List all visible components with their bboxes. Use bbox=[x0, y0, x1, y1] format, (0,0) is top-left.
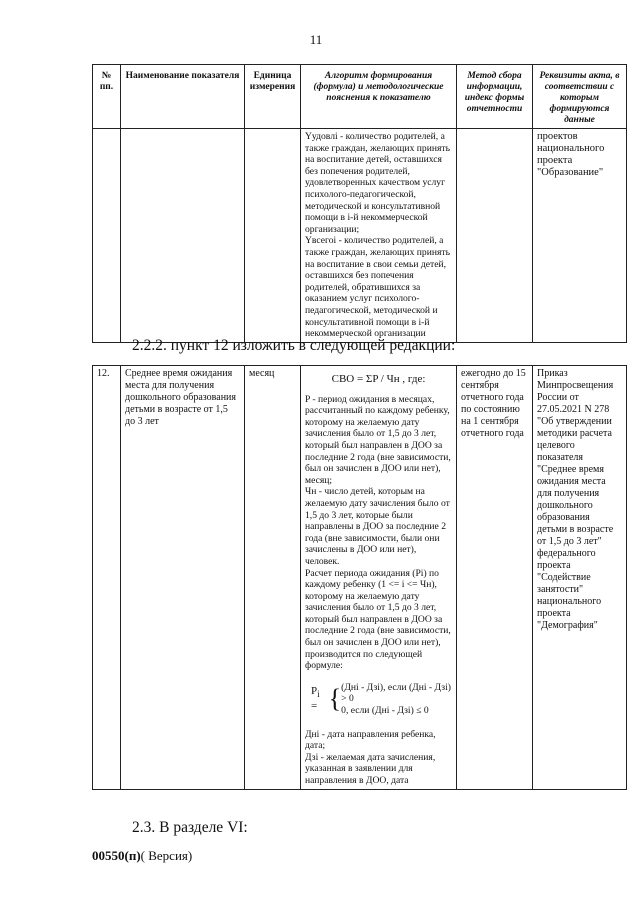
row12-algorithm-tail: Днi - дата направления ребенка, дата; Дзi - желаемая дата зачисления, указанная в заявлении для направления в ДОО, дата bbox=[305, 728, 436, 786]
cvo-formula: СВО = ΣP / Чн , где: bbox=[331, 373, 426, 385]
header-unit: Единица измерения bbox=[245, 65, 301, 129]
row12-method: ежегодно до 15 сентября отчетного года по состоянию на 1 сентября отчетного года bbox=[457, 366, 533, 790]
row12-name: Среднее время ожидания места для получения дошкольного образования детьми в возрасте от 1,5 до 3 лет bbox=[121, 366, 245, 790]
pi-formula-case1: (Днi - Дзi), если (Днi - Дзi) > 0 bbox=[341, 681, 451, 705]
continued-algorithm: Yудовлi - количество родителей, а также граждан, желающих принять на воспитание детей, оставшихся без попечения родителей, удовлетворенных качеством услуг психолого-педагогической, методической и консультативной помощи в i-й некоммерческой организации; Yвсегоi - количество родителей, а также граждан, желающих принять на воспитание в свои семьи детей, оставшихся без попечения родителей, обратившихся за оказанием услуг психолого-педагогической, методической и консультативной помощи в i-й некоммерческой организации bbox=[301, 129, 457, 343]
footer bbox=[92, 848, 192, 864]
footer-version: ( Версия) bbox=[140, 848, 193, 863]
footer-code: 00550(п) bbox=[92, 848, 141, 863]
row12-algorithm: P - период ожидания в месяцах, рассчитанный по каждому ребенку, которому на желаемую дату зачисления было от 1,5 до 3 лет, который был направлен в ДОО за последние 2 года (вне зависимости, был он зачислен в ДОО или нет), месяц; Чн - число детей, которым на желаемую дату зачисления было от 1,5 до 3 лет, которые были направлены в ДОО за последние 2 года (вне зависимости, были они зачислены в ДОО или нет), человек. Расчет периода ожидания (Pi) по каждому ребенку (1 <= i <= Чн), которому на желаемую дату зачисления было от 1,5 до 3 лет, который был направлен в ДОО за последние 2 года (вне зависимости, был он зачислен в ДОО или нет), производится по следующей формуле: bbox=[305, 393, 451, 672]
continued-acts: проектов национального проекта "Образование" bbox=[533, 129, 627, 343]
page-number: 11 bbox=[309, 32, 323, 47]
heading-2-3: 2.3. В разделе VI: bbox=[132, 819, 248, 836]
pi-formula-case2: 0, если (Днi - Дзi) ≤ 0 bbox=[341, 705, 429, 717]
row12-number: 12. bbox=[93, 366, 121, 790]
header-method: Метод сбора информации, индекс формы отчетности bbox=[457, 65, 533, 129]
pi-formula: $P_i$ = { (Днi - Дзi), если (Днi - Дзi) > 0 0, если (Днi - Дзi) ≤ 0 bbox=[311, 681, 451, 717]
row12-algorithm-cell bbox=[301, 366, 457, 790]
header-number: № пп. bbox=[93, 65, 121, 129]
header-acts: Реквизиты акта, в соответствии с которым формируются данные bbox=[533, 65, 627, 129]
header-name: Наименование показателя bbox=[121, 65, 245, 129]
heading-2-2-2: 2.2.2. пункт 12 изложить в следующей редакции: bbox=[132, 337, 456, 354]
indicator-table-row12 bbox=[92, 365, 627, 790]
header-algorithm: Алгоритм формирования (формула) и методологические пояснения к показателю bbox=[301, 65, 457, 129]
row12-unit: месяц bbox=[245, 366, 301, 790]
indicator-table-top bbox=[92, 64, 627, 343]
row12-acts: Приказ Минпросвещения России от 27.05.2021 N 278 "Об утверждении методики расчета целевого показателя "Среднее время ожидания места для получения дошкольного образования детьми в возрасте от 1,5 до 3 лет" федерального проекта "Содействие занятости" национального проекта "Демография" bbox=[533, 366, 627, 790]
